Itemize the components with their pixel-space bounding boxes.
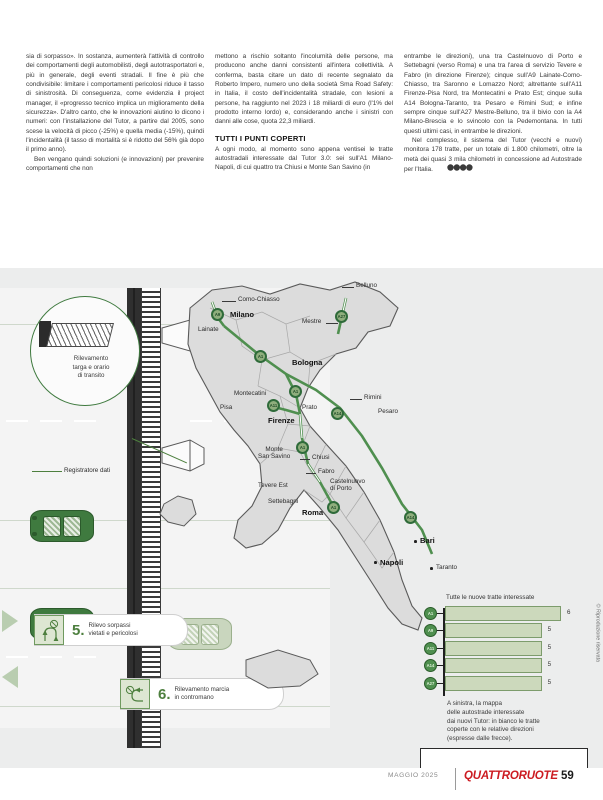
city-label-montecatini: Montecatini — [234, 390, 267, 397]
section-heading: TUTTI I PUNTI COPERTI — [215, 133, 306, 143]
chart-tick — [437, 613, 444, 614]
chart-badge-a14: A14 — [424, 659, 437, 672]
paragraph: mettono a rischio soltanto l'incolumità delle persone, ma producono anche danni consistenti all'intera collettività. A conferma, basta citare un dato di recente segnalato da Roberto Impero, numero uno della società Sma Road Safety: in Italia, il costo dell'incidentalità stradale, con lesioni a persone, ha raggiunto nel 2023 i 18 miliardi di euro (l'1% del prodotto interno lordo) e, considerando anche i sinistri con danni alle cose, quota 22,3 miliardi. — [215, 53, 393, 126]
map-badge-a1-lazio: A1 — [296, 441, 309, 454]
article-column-2 — [215, 52, 393, 264]
chart-bar-row — [424, 658, 584, 673]
page-number: 59 — [561, 770, 574, 782]
car-icon — [30, 510, 94, 542]
italy-map — [150, 268, 458, 768]
city-label-lainate: Lainate — [198, 326, 219, 333]
callout-line: Rilevamento marcia — [174, 685, 230, 693]
map-badge-a1-centro: A1 — [289, 385, 302, 398]
chart-bar-value: 5 — [547, 678, 552, 686]
map-badge-a1-sud: A1 — [327, 501, 340, 514]
map-badge-a1-nord: A1 — [254, 350, 267, 363]
chart-caption — [447, 700, 587, 744]
brand-name: QUATTRORUOTE — [464, 770, 558, 782]
issue-date: MAGGIO 2025 — [388, 772, 439, 779]
infographic-panel — [0, 268, 603, 768]
chart-badge-a1: A1 — [424, 607, 437, 620]
chart-bar-row — [424, 676, 584, 691]
callout-text — [89, 622, 146, 639]
map-badge-a14-sud: A14 — [404, 511, 417, 524]
city-label-fabro: Fabro — [318, 468, 335, 475]
city-label-monte-san-savino: Monte San Savino — [258, 446, 291, 461]
article-column-1 — [26, 52, 204, 264]
paragraph: entrambe le direzioni), una tra Castelnuovo di Porto e Settebagni (verso Roma) e una tra l'area di servizio Tevere e Fabro (in direzione Firenze); cinque sull'A9 Lainate-Como-Chiasso, tra Saronno e Lomazzo Nord; altrettante sull'A11 Firenze-Pisa Nord, tra Montecatini e Prato Est; cinque sulla A14 Bologna-Taranto, tra Pesaro e Rimini Sud; e infine sempre cinque sull'A27 Mestre-Belluno, tra il bivio con la A4 Milano-Brescia e lo svincolo con la Pedemontana. In tutti questi ultimi casi, in entrambe le direzioni. — [404, 53, 582, 135]
city-label-chiusi: Chiusi — [312, 454, 330, 461]
caption-line: Rilevamento — [73, 355, 109, 362]
city-label-como-chiasso: Como-Chiasso — [238, 296, 280, 303]
chart-title: Tutte le nuove tratte interessate — [446, 594, 535, 601]
chart-bar-value: 5 — [547, 661, 552, 669]
callout-number: 5. — [72, 621, 85, 639]
city-label-bologna: Bologna — [292, 358, 323, 367]
chart-tick — [437, 648, 444, 649]
paragraph: sia di sorpasso». In sostanza, aumenterà l'attività di controllo dei comportamenti degli automobilisti, degli autotrasportatori e, più in generale, degli eventi stradali. Il fine è più che condivisibile: limitare i comportamenti pericolosi riduce il tasso di sinistrosità. Di conseguenza, come evidenzia il project manager, il «progresso tecnico implica un miglioramento della sicurezza». D'altro canto, che le innovazioni aiutino lo dicono i numeri: con l'installazione del Tutor, a partire dal 2005, sono scese la velocità di picco (-25%) e quella media (-15%), quindi l'incidentalità (il tasso di mortalità si è ridotto del 56% già dopo il primo anno). — [26, 53, 204, 154]
city-label-tevere-est: Tevere Est — [258, 482, 288, 489]
article-column-3 — [404, 52, 582, 264]
caption-line: dai nuovi Tutor: in bianco le tratte — [447, 717, 540, 725]
map-badge-a9: A9 — [211, 308, 224, 321]
end-mark-icon — [439, 164, 473, 174]
city-label-prato: Prato — [302, 404, 318, 411]
caption-line: delle autostrade interessate — [447, 708, 525, 716]
paragraph: Ben vengano quindi soluzioni (e innovazioni) per prevenire comportamenti che non — [26, 155, 204, 173]
bar-chart — [424, 594, 584, 700]
paragraph — [404, 136, 582, 174]
map-badge-a11: A11 — [267, 399, 280, 412]
caption-line: A sinistra, la mappa — [447, 700, 502, 707]
callout-line: vietati e pericolosi — [88, 630, 138, 637]
city-label-rimini: Rimini — [364, 394, 382, 401]
direction-arrow-right-icon — [2, 610, 18, 632]
city-label-belluno: Belluno — [356, 282, 378, 289]
chart-tick — [437, 683, 444, 684]
city-label-castelnuovo-di-porto: Castelnuovo di Porto — [330, 478, 366, 493]
chart-tick — [437, 630, 444, 631]
city-label-taranto: Taranto — [436, 564, 458, 571]
chart-bar-value: 5 — [547, 626, 552, 634]
chart-bar-value: 6 — [567, 609, 571, 616]
chart-badge-a11: A11 — [424, 642, 437, 655]
callout-number: 6. — [158, 685, 171, 703]
paragraph: A ogni modo, al momento sono appena ventisei le tratte autostradali interessate dal Tutor 3.0: sei sull'A1 Milano-Napoli, di cui quattro tra Chiusi e Monte San Savino (in — [215, 145, 393, 172]
chart-rows — [424, 606, 584, 691]
data-recorder-label: Registratore dati — [64, 467, 111, 474]
chart-bar-row — [424, 641, 584, 656]
city-label-firenze: Firenze — [268, 416, 295, 425]
chart-bar — [445, 676, 542, 691]
caption-line: targa e orario — [72, 363, 110, 371]
caption-line: (espresse dalle frecce). — [447, 735, 513, 743]
caption-line: di transito — [77, 372, 105, 380]
chart-badge-a27: A27 — [424, 677, 437, 690]
magnifier-caption — [51, 355, 131, 381]
chart-bar — [445, 606, 561, 621]
legend-box — [420, 748, 588, 768]
page-footer — [0, 768, 603, 790]
city-label-pesaro: Pesaro — [378, 408, 398, 415]
footer-divider — [455, 768, 456, 790]
callout-line: Rilevo sorpassi — [88, 621, 131, 629]
city-label-milano: Milano — [230, 310, 255, 319]
chart-bar — [445, 641, 542, 656]
overtake-arrow-icon — [34, 615, 64, 645]
wrong-way-arrow-icon — [120, 679, 150, 709]
callout-line: in contromano — [174, 694, 214, 701]
paragraph-text: Nel complesso, il sistema del Tutor (vecchi e nuovi) monitora 178 tratte, per un totale di 1.800 chilometri, oltre la metà dei quasi 3 mila chilometri in concessione ad Autostrade per l'Italia. — [404, 137, 582, 173]
city-label-mestre: Mestre — [302, 318, 322, 325]
chart-bar-row — [424, 623, 584, 638]
direction-arrow-left-icon — [2, 666, 18, 688]
chart-bar-row — [424, 606, 584, 621]
city-label-bari: Bari — [420, 536, 435, 545]
chart-bar — [445, 623, 542, 638]
chart-bar — [445, 658, 542, 673]
article-columns — [26, 52, 582, 264]
magnifier-detail — [30, 296, 140, 406]
map-badge-a27: A27 — [335, 310, 348, 323]
city-label-napoli: Napoli — [380, 558, 404, 567]
map-badge-a14-nord: A14 — [331, 407, 344, 420]
caption-line: coperte con le relative direzioni — [447, 726, 534, 734]
chart-tick — [437, 665, 444, 666]
city-label-roma: Roma — [302, 508, 324, 517]
copyright-notice: © Riproduzione riservata — [594, 603, 600, 662]
chart-badge-a9: A9 — [424, 624, 437, 637]
city-label-settebagni: Settebagni — [268, 498, 299, 505]
chart-bar-value: 5 — [547, 643, 552, 651]
city-label-pisa: Pisa — [220, 404, 233, 411]
